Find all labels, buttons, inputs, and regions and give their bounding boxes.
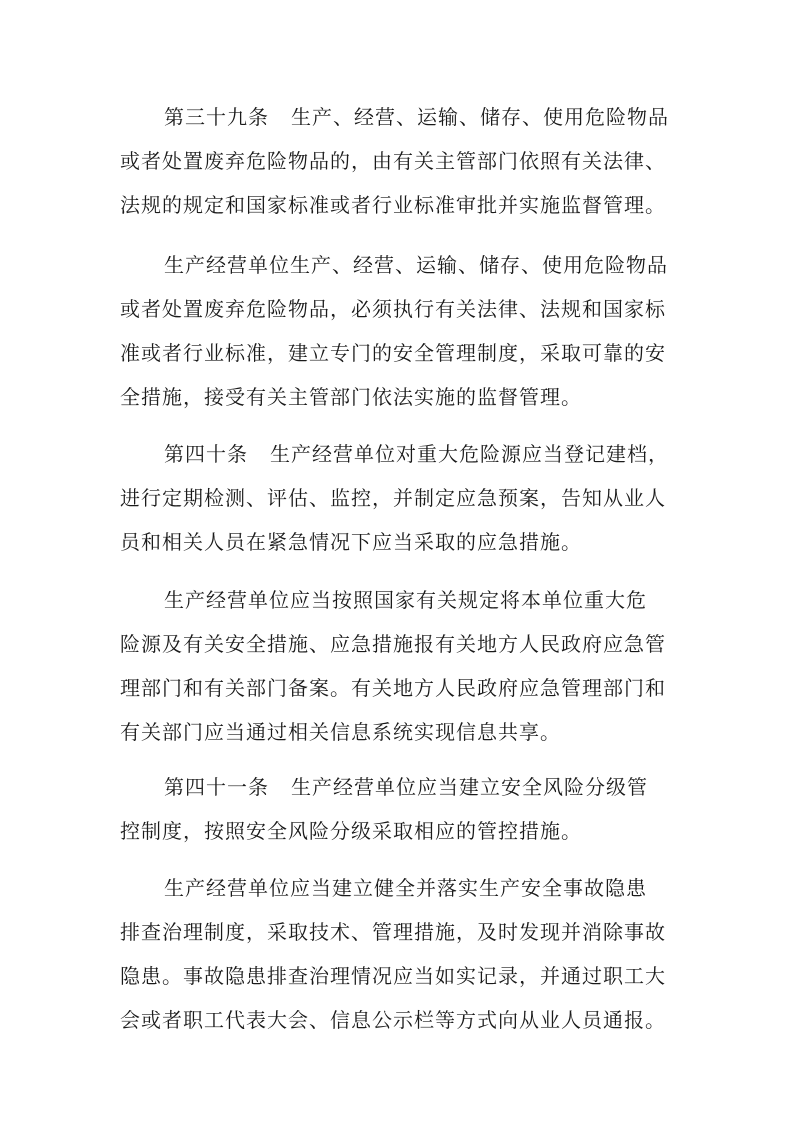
paragraph-major-hazard-registration bbox=[120, 578, 680, 754]
paragraph-article-41 bbox=[120, 765, 680, 853]
paragraph-article-40 bbox=[120, 432, 680, 564]
paragraph-line: 或者处置废弃危险物品的，由有关主管部门依照有关法律、 bbox=[120, 149, 666, 173]
paragraph-line: 隐患。事故隐患排查治理情况应当如实记录，并通过职工大 bbox=[120, 964, 666, 988]
paragraph-line: 理部门和有关部门备案。有关地方人民政府应急管理部门和 bbox=[120, 676, 666, 700]
paragraph-line: 排查治理制度，采取技术、管理措施，及时发现并消除事故 bbox=[120, 920, 666, 944]
paragraph-article-39 bbox=[120, 95, 680, 227]
article-number: 第三十九条 bbox=[164, 105, 269, 129]
paragraph-line: 或者处置废弃危险物品，必须执行有关法律、法规和国家标 bbox=[120, 297, 666, 321]
paragraph-line: 第四十一条 生产经营单位应当建立安全风险分级管 bbox=[164, 775, 648, 799]
paragraph-line: 全措施，接受有关主管部门依法实施的监督管理。 bbox=[120, 385, 582, 409]
paragraph-line: 第四十条 生产经营单位对重大危险源应当登记建档， bbox=[164, 442, 669, 466]
paragraph-line: 员和相关人员在紧急情况下应当采取的应急措施。 bbox=[120, 530, 582, 554]
article-number: 第四十一条 bbox=[164, 775, 269, 799]
paragraph-hazard-investigation bbox=[120, 866, 680, 1042]
paragraph-line: 生产经营单位应当按照国家有关规定将本单位重大危 bbox=[164, 588, 647, 612]
paragraph-line: 准或者行业标准，建立专门的安全管理制度，采取可靠的安 bbox=[120, 341, 666, 365]
paragraph-line: 第三十九条 生产、经营、运输、储存、使用危险物品 bbox=[164, 105, 669, 129]
paragraph-line: 法规的规定和国家标准或者行业标准审批并实施监督管理。 bbox=[120, 193, 666, 217]
paragraph-line: 控制度，按照安全风险分级采取相应的管控措施。 bbox=[120, 819, 582, 843]
paragraph-line: 生产经营单位生产、经营、运输、储存、使用危险物品 bbox=[164, 253, 668, 277]
paragraph-line: 有关部门应当通过相关信息系统实现信息共享。 bbox=[120, 720, 561, 744]
paragraph-line: 进行定期检测、评估、监控，并制定应急预案，告知从业人 bbox=[120, 486, 666, 510]
paragraph-line: 生产经营单位应当建立健全并落实生产安全事故隐患 bbox=[164, 876, 647, 900]
paragraph-dangerous-goods-obligations bbox=[120, 243, 680, 419]
paragraph-line: 会或者职工代表大会、信息公示栏等方式向从业人员通报。 bbox=[120, 1008, 666, 1032]
article-number: 第四十条 bbox=[164, 442, 248, 466]
paragraph-line: 险源及有关安全措施、应急措施报有关地方人民政府应急管 bbox=[120, 632, 666, 656]
